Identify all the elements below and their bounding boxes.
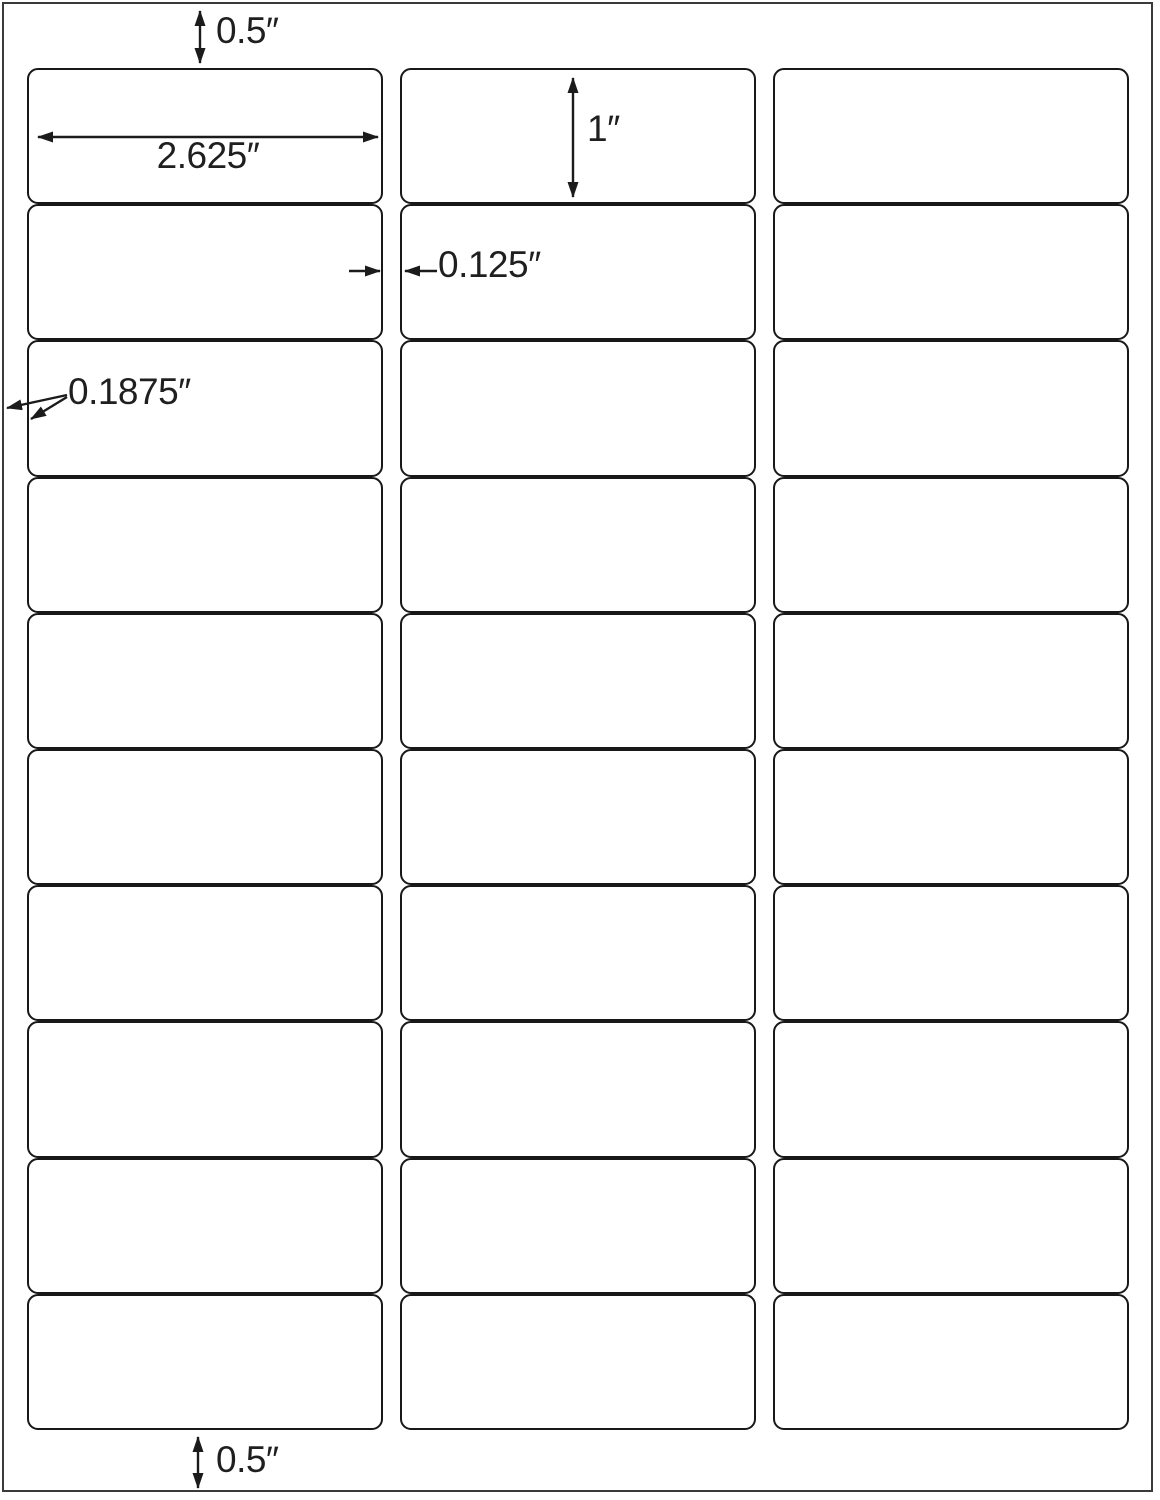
label-cell — [400, 1158, 756, 1294]
label-cell — [400, 1294, 756, 1430]
label-cell — [400, 885, 756, 1021]
label-cell — [773, 1158, 1129, 1294]
label-cell — [773, 1294, 1129, 1430]
label-cell — [27, 1158, 383, 1294]
label-cell — [773, 885, 1129, 1021]
label-cell — [400, 749, 756, 885]
label-cell — [27, 613, 383, 749]
bottom-margin-dimension: 0.5″ — [216, 1439, 279, 1480]
top-margin-dimension: 0.5″ — [216, 10, 279, 51]
label-cell — [400, 340, 756, 476]
column-gap-dimension: 0.125″ — [438, 244, 541, 285]
label-cell — [27, 1294, 383, 1430]
label-height-dimension: 1″ — [587, 108, 620, 149]
label-cell — [27, 885, 383, 1021]
label-cell — [400, 1021, 756, 1157]
side-margin-dimension: 0.1875″ — [68, 371, 191, 412]
label-cell — [400, 477, 756, 613]
label-width-dimension: 2.625″ — [156, 135, 260, 176]
label-cell — [773, 1021, 1129, 1157]
label-cell — [773, 749, 1129, 885]
label-cell — [773, 340, 1129, 476]
label-cell — [773, 613, 1129, 749]
label-cell — [773, 477, 1129, 613]
label-cell — [27, 1021, 383, 1157]
label-cell — [27, 204, 383, 340]
label-cell — [773, 204, 1129, 340]
label-cell — [400, 68, 756, 204]
label-grid — [27, 68, 1129, 1430]
label-cell — [27, 477, 383, 613]
label-cell — [400, 613, 756, 749]
label-cell — [773, 68, 1129, 204]
label-cell — [27, 749, 383, 885]
